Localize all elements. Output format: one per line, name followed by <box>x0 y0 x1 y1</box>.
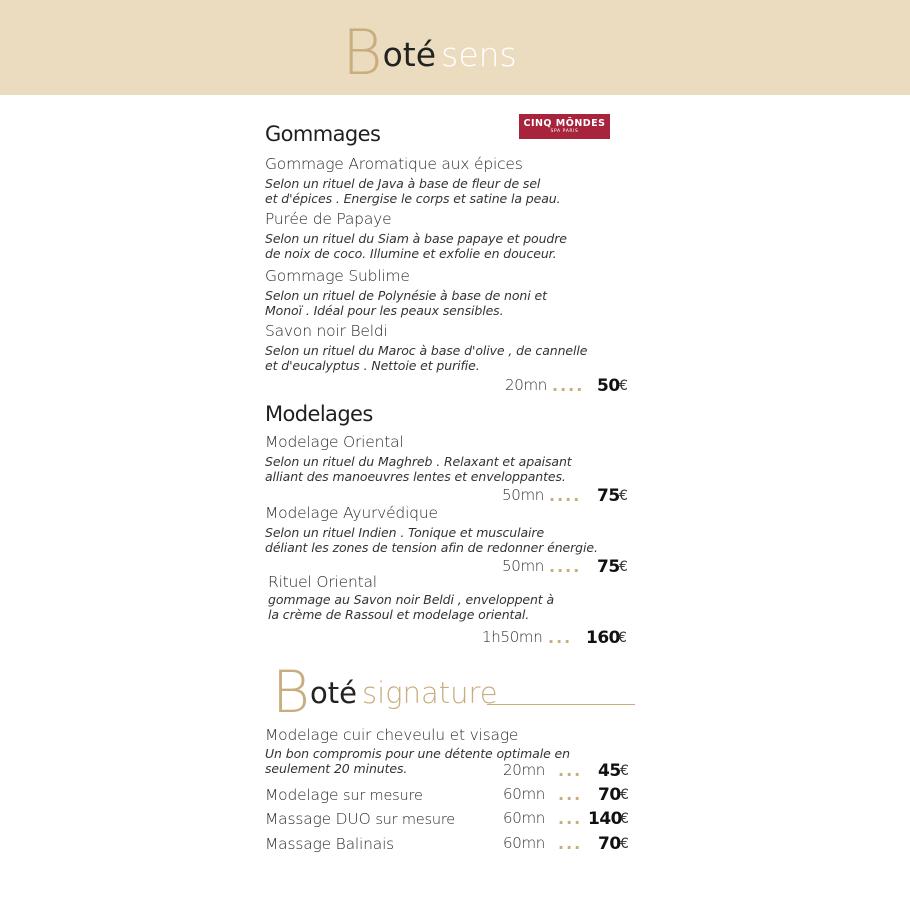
header-title <box>342 16 517 89</box>
item-name: Massage DUO sur mesure <box>265 810 455 828</box>
dots: .... <box>549 486 582 505</box>
item-name: Purée de Papaye <box>265 210 392 228</box>
price-row <box>505 376 633 398</box>
section-heading-gommages: Gommages <box>265 122 381 146</box>
signature-title <box>272 658 498 726</box>
duration: 1h50mn <box>482 628 543 646</box>
duration: 60mn <box>503 809 546 827</box>
item-name: Modelage sur mesure <box>265 786 423 804</box>
price-row <box>502 486 633 508</box>
item-desc: Selon un rituel Indien . Tonique et musculaire déliant les zones de tension afin de redonner énergie. <box>265 525 598 555</box>
brand-sub: SPA PARIS <box>550 129 579 134</box>
brand-logo <box>519 114 610 139</box>
dots: ... <box>548 628 573 647</box>
price-row <box>503 809 633 831</box>
duration: 50mn <box>502 486 545 504</box>
dots: ... <box>558 834 583 853</box>
dots: .... <box>549 557 582 576</box>
price-row <box>503 785 633 807</box>
dots: ... <box>558 785 583 804</box>
item-name: Modelage cuir cheveulu et visage <box>265 726 519 744</box>
signature-rule <box>487 704 635 705</box>
duration: 50mn <box>502 557 545 575</box>
price-row <box>503 834 633 856</box>
currency: € <box>620 836 629 852</box>
price-row <box>503 761 633 783</box>
item-desc: gommage au Savon noir Beldi , enveloppent à la crème de Rassoul et modelage oriental. <box>268 592 555 622</box>
title-dark: oté <box>382 35 437 74</box>
item-name: Modelage Ayurvédique <box>265 504 438 522</box>
item-name: Modelage Oriental <box>265 433 404 451</box>
title-initial: B <box>272 658 310 726</box>
dots: ... <box>558 809 583 828</box>
duration: 60mn <box>503 834 546 852</box>
currency: € <box>620 811 629 827</box>
dots: ... <box>558 761 583 780</box>
brand-name: CINQ MŌNDES <box>523 118 606 129</box>
title-initial: B <box>342 16 383 89</box>
item-desc: Selon un rituel du Maghreb . Relaxant et apaisant alliant des manoeuvres lentes et enveloppantes. <box>265 454 572 484</box>
item-name: Rituel Oriental <box>268 573 377 591</box>
price-amount: 45 <box>598 761 621 781</box>
currency: € <box>620 763 629 779</box>
price-row <box>482 628 632 650</box>
title-dark: oté <box>309 676 357 710</box>
duration: 20mn <box>505 376 548 394</box>
title-light: signature <box>362 676 498 710</box>
item-name: Savon noir Beldi <box>265 322 388 340</box>
currency: € <box>618 630 627 646</box>
currency: € <box>619 378 628 394</box>
section-heading-modelages: Modelages <box>265 402 373 426</box>
item-desc: Selon un rituel du Siam à base papaye et poudre de noix de coco. Illumine et exfolie en douceur. <box>265 231 567 261</box>
currency: € <box>619 559 628 575</box>
item-desc: Selon un rituel du Maroc à base d'olive , de cannelle et d'eucalyptus . Nettoie et purifie. <box>265 343 588 373</box>
duration: 20mn <box>503 761 546 779</box>
item-desc: Selon un rituel de Polynésie à base de noni et Monoï . Idéal pour les peaux sensibles. <box>265 288 547 318</box>
item-desc: Un bon compromis pour une détente optimale en seulement 20 minutes. <box>265 746 570 776</box>
item-desc: Selon un rituel de Java à base de fleur de sel et d'épices . Energise le corps et satine la peau. <box>265 176 561 206</box>
price-amount: 50 <box>597 376 620 396</box>
price-amount: 75 <box>597 557 620 577</box>
item-name: Massage Balinais <box>265 835 395 853</box>
price-amount: 140 <box>588 809 622 829</box>
price-amount: 160 <box>586 628 620 648</box>
duration: 60mn <box>503 785 546 803</box>
price-amount: 70 <box>598 834 621 854</box>
item-name: Gommage Sublime <box>265 267 410 285</box>
title-light: sens <box>441 35 517 74</box>
item-name: Gommage Aromatique aux épices <box>265 155 523 173</box>
currency: € <box>619 488 628 504</box>
price-amount: 70 <box>598 785 621 805</box>
dots: .... <box>552 376 585 395</box>
price-amount: 75 <box>597 486 620 506</box>
price-row <box>502 557 633 579</box>
currency: € <box>620 787 629 803</box>
